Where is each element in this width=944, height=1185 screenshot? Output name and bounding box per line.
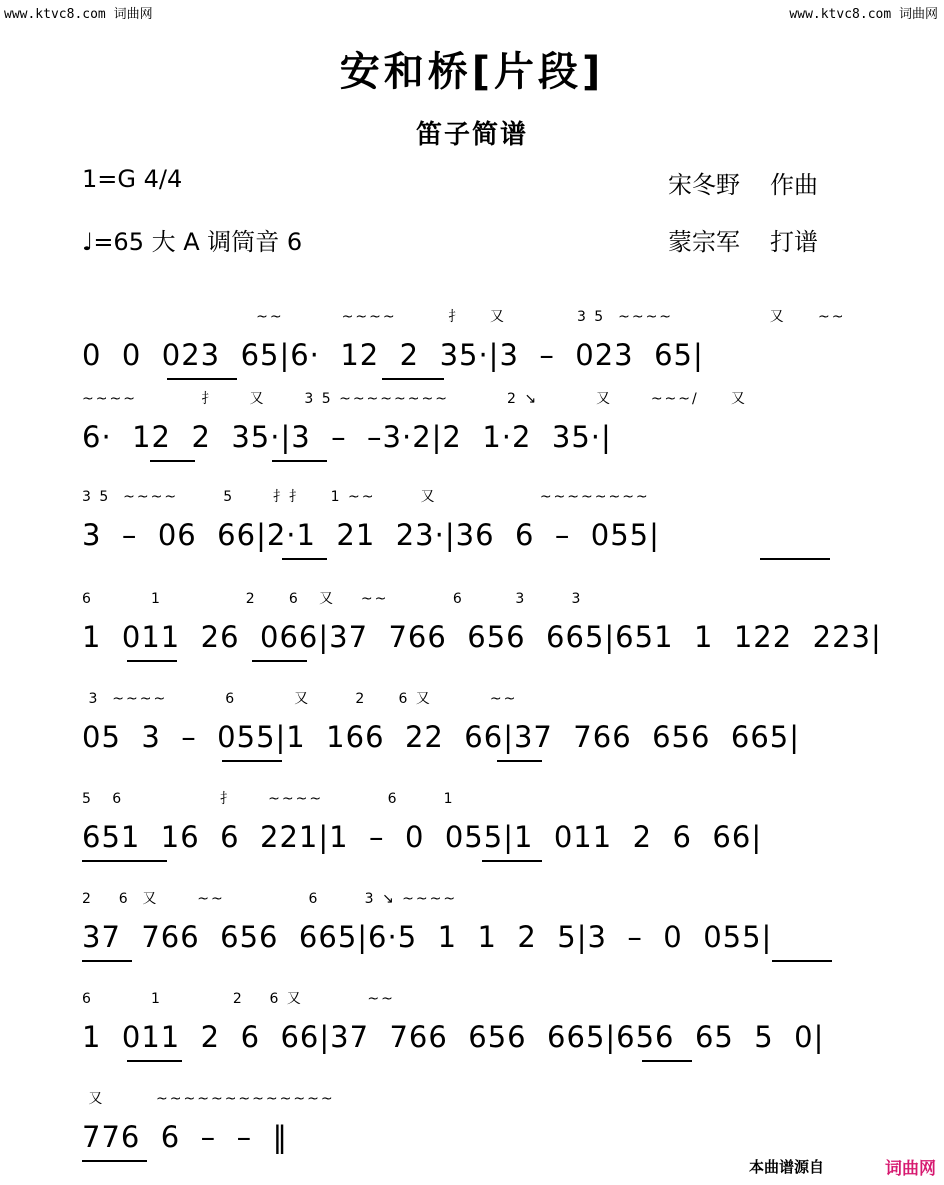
ornament-marks: 6 1 2 6 又 ~~	[82, 991, 395, 1007]
score-line	[82, 682, 862, 772]
ornament-marks: ~~~~ 扌 又 3 5 ~~~~~~~~ 2 ↘ 又 ~~~/ 又	[82, 391, 747, 407]
composer-role: 作曲	[770, 171, 818, 199]
score-line	[82, 300, 862, 390]
score-line-notes: 651 16 6 221|1 – 0 055|1 011 2 6 66|	[82, 820, 763, 854]
watermark-right: www.ktvc8.com 词曲网	[789, 7, 938, 22]
footer-source: 本曲谱源自	[748, 1158, 824, 1176]
score-line-notes: 1 011 2 6 66|37 766 656 665|656 65 5 0|	[82, 1020, 825, 1054]
score-line	[82, 480, 862, 570]
ornament-marks: 3 ~~~~ 6 又 2 6 又 ~~	[82, 691, 518, 707]
transcriber-name: 蒙宗军	[668, 228, 740, 256]
score-line-notes: 1 011 26 066|37 766 656 665|651 1 122 223|	[82, 620, 882, 654]
footer-logo: 词曲网	[885, 1159, 936, 1179]
transcriber-credit	[668, 222, 818, 257]
watermark-left: www.ktvc8.com 词曲网	[4, 7, 153, 22]
score-line-notes: 0 0 023 65|6· 12 2 35·|3 – 023 65|	[82, 338, 704, 372]
score-line	[82, 882, 862, 972]
score-line	[82, 582, 882, 672]
key-signature: 1=G 4/4	[82, 165, 183, 193]
tempo-marking: ♩=65 大 A 调筒音 6	[82, 228, 303, 256]
composer-name: 宋冬野	[668, 171, 740, 199]
score-subtitle: 笛子简谱	[415, 120, 528, 150]
score-title: 安和桥[片段]	[339, 49, 605, 95]
score-line-notes: 6· 12 2 35·|3 – –3·2|2 1·2 35·|	[82, 420, 612, 454]
score-line-notes: 05 3 – 055|1 166 22 66|37 766 656 665|	[82, 720, 801, 754]
score-line-notes: 37 766 656 665|6·5 1 1 2 5|3 – 0 055|	[82, 920, 773, 954]
ornament-marks: 5 6 扌 ~~~~ 6 1	[82, 791, 455, 807]
ornament-marks: 又 ~~~~~~~~~~~~~	[82, 1091, 335, 1107]
transcriber-role: 打谱	[770, 228, 818, 256]
score-line	[82, 382, 862, 472]
score-line	[82, 982, 862, 1072]
composer-credit	[668, 165, 818, 200]
ornament-marks: 3 5 ~~~~ 5 扌扌 1 ~~ 又 ~~~~~~~~	[82, 489, 650, 505]
score-line-notes: 3 – 06 66|2·1 21 23·|36 6 – 055|	[82, 518, 660, 552]
ornament-marks: ~~ ~~~~ 扌 又 3 5 ~~~~ 又 ~~	[82, 309, 846, 325]
score-line-notes: 776 6 – – ‖	[82, 1120, 289, 1154]
ornament-marks: 2 6 又 ~~ 6 3 ↘ ~~~~	[82, 891, 458, 907]
score-line	[82, 782, 862, 872]
score-line	[82, 1082, 862, 1172]
ornament-marks: 6 1 2 6 又 ~~ 6 3 3	[82, 591, 583, 607]
